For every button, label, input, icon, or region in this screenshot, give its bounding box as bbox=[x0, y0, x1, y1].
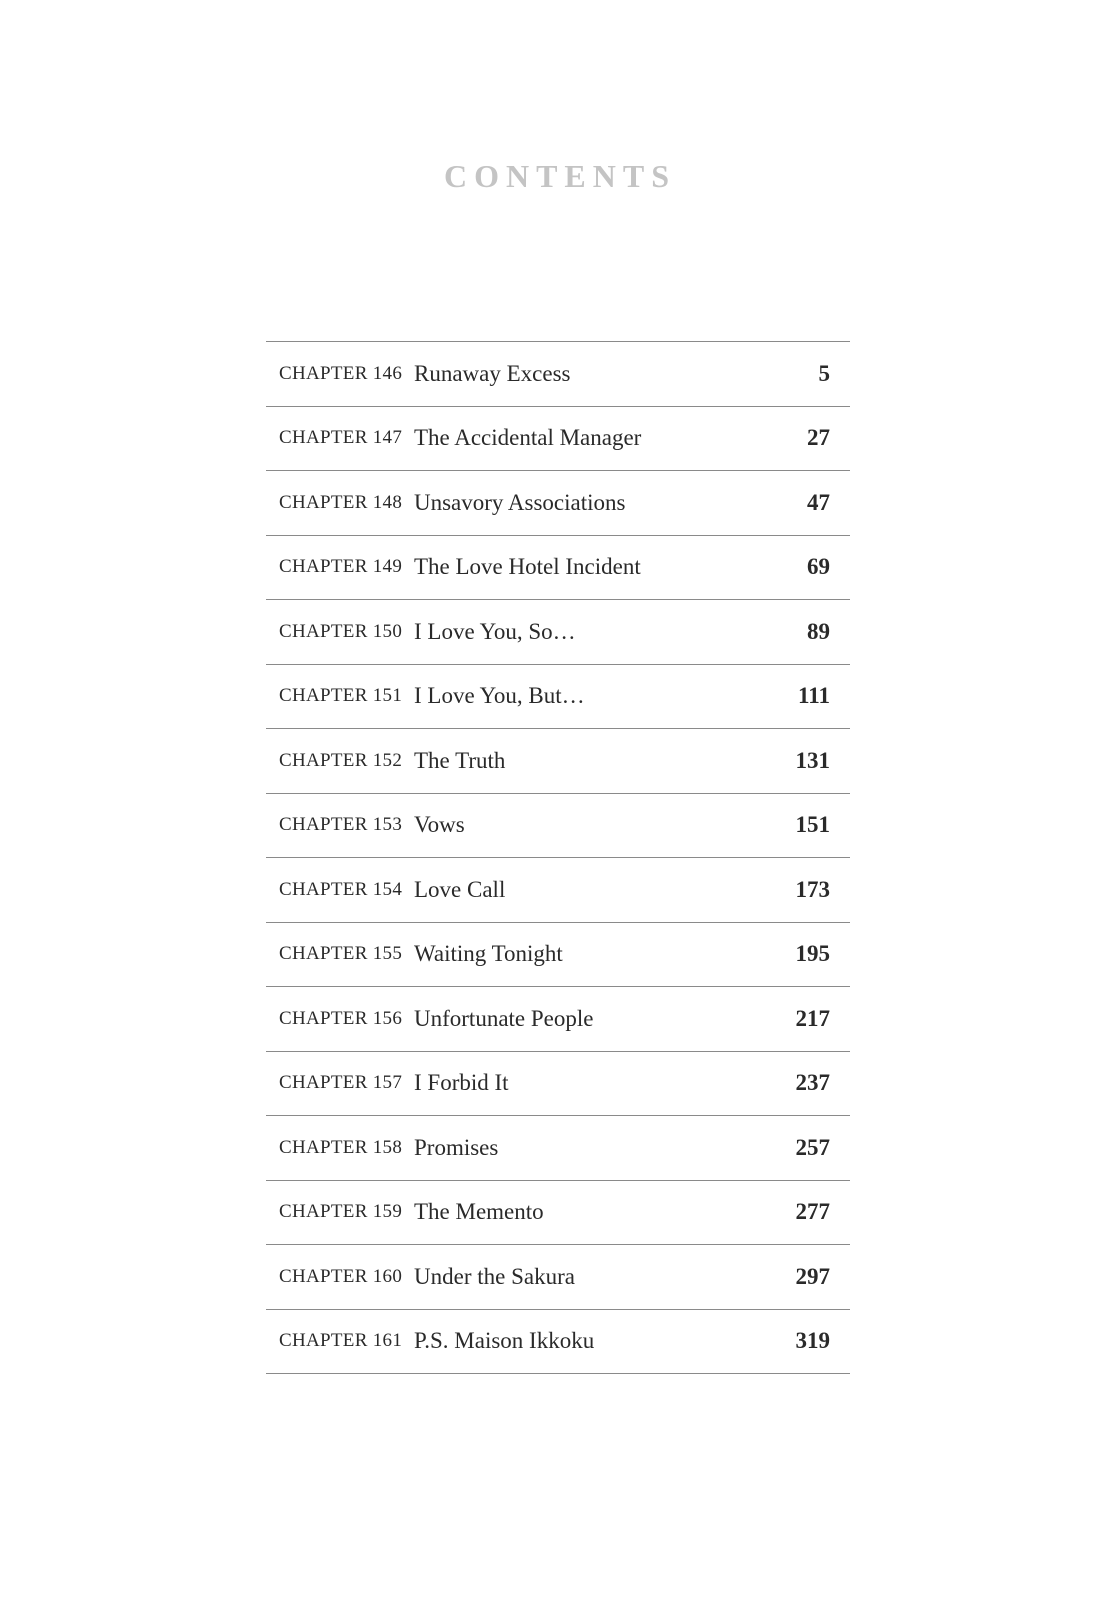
chapter-title[interactable]: The Love Hotel Incident bbox=[414, 554, 641, 580]
chapter-label: CHAPTER 154 bbox=[279, 878, 403, 900]
page-number: 151 bbox=[795, 812, 830, 838]
table-of-contents bbox=[266, 341, 850, 1374]
chapter-label: CHAPTER 146 bbox=[279, 362, 403, 384]
chapter-title[interactable]: Unsavory Associations bbox=[414, 489, 626, 515]
toc-row[interactable] bbox=[266, 794, 850, 859]
toc-row[interactable] bbox=[266, 665, 850, 730]
page-number: 89 bbox=[807, 618, 830, 644]
chapter-title[interactable]: Unfortunate People bbox=[414, 1005, 594, 1031]
page-number: 195 bbox=[795, 941, 830, 967]
page-number: 111 bbox=[798, 683, 830, 709]
chapter-title[interactable]: The Memento bbox=[414, 1199, 544, 1225]
toc-row[interactable] bbox=[266, 342, 850, 407]
chapter-label: CHAPTER 152 bbox=[279, 749, 403, 771]
chapter-label: CHAPTER 157 bbox=[279, 1072, 403, 1094]
toc-row[interactable] bbox=[266, 1052, 850, 1117]
page-number: 131 bbox=[795, 747, 830, 773]
chapter-label: CHAPTER 159 bbox=[279, 1201, 403, 1223]
toc-row[interactable] bbox=[266, 858, 850, 923]
chapter-label: CHAPTER 151 bbox=[279, 685, 403, 707]
page-number: 217 bbox=[795, 1005, 830, 1031]
chapter-label: CHAPTER 160 bbox=[279, 1265, 403, 1287]
chapter-title[interactable]: Waiting Tonight bbox=[414, 941, 563, 967]
page-number: 277 bbox=[795, 1199, 830, 1225]
toc-row[interactable] bbox=[266, 1310, 850, 1375]
page-number: 237 bbox=[795, 1070, 830, 1096]
chapter-title[interactable]: I Love You, So… bbox=[414, 618, 576, 644]
toc-row[interactable] bbox=[266, 536, 850, 601]
chapter-label: CHAPTER 158 bbox=[279, 1136, 403, 1158]
toc-row[interactable] bbox=[266, 471, 850, 536]
page-title: CONTENTS bbox=[443, 158, 677, 194]
chapter-title[interactable]: Runaway Excess bbox=[414, 360, 571, 386]
chapter-title[interactable]: Love Call bbox=[414, 876, 506, 902]
chapter-label: CHAPTER 155 bbox=[279, 943, 403, 965]
chapter-title[interactable]: The Accidental Manager bbox=[414, 425, 642, 451]
page-number: 173 bbox=[795, 876, 830, 902]
toc-row[interactable] bbox=[266, 600, 850, 665]
page-number: 319 bbox=[795, 1328, 830, 1354]
chapter-title[interactable]: Promises bbox=[414, 1134, 499, 1160]
page-number: 5 bbox=[818, 360, 830, 386]
toc-row[interactable] bbox=[266, 729, 850, 794]
chapter-label: CHAPTER 148 bbox=[279, 491, 403, 513]
chapter-label: CHAPTER 150 bbox=[279, 620, 403, 642]
page-number: 257 bbox=[795, 1134, 830, 1160]
toc-row[interactable] bbox=[266, 1181, 850, 1246]
toc-row[interactable] bbox=[266, 407, 850, 472]
chapter-label: CHAPTER 153 bbox=[279, 814, 403, 836]
chapter-label: CHAPTER 149 bbox=[279, 556, 403, 578]
chapter-title[interactable]: Under the Sakura bbox=[414, 1263, 575, 1289]
page-number: 27 bbox=[807, 425, 830, 451]
toc-row[interactable] bbox=[266, 923, 850, 988]
chapter-title[interactable]: I Forbid It bbox=[414, 1070, 509, 1096]
page-number: 47 bbox=[807, 489, 830, 515]
chapter-label: CHAPTER 161 bbox=[279, 1330, 403, 1352]
chapter-label: CHAPTER 147 bbox=[279, 427, 403, 449]
toc-row[interactable] bbox=[266, 987, 850, 1052]
page-number: 69 bbox=[807, 554, 830, 580]
chapter-label: CHAPTER 156 bbox=[279, 1007, 403, 1029]
page-number: 297 bbox=[795, 1263, 830, 1289]
chapter-title[interactable]: P.S. Maison Ikkoku bbox=[414, 1328, 595, 1354]
toc-row[interactable] bbox=[266, 1116, 850, 1181]
chapter-title[interactable]: I Love You, But… bbox=[414, 683, 585, 709]
chapter-title[interactable]: The Truth bbox=[414, 747, 506, 773]
chapter-title[interactable]: Vows bbox=[414, 812, 465, 838]
toc-row[interactable] bbox=[266, 1245, 850, 1310]
